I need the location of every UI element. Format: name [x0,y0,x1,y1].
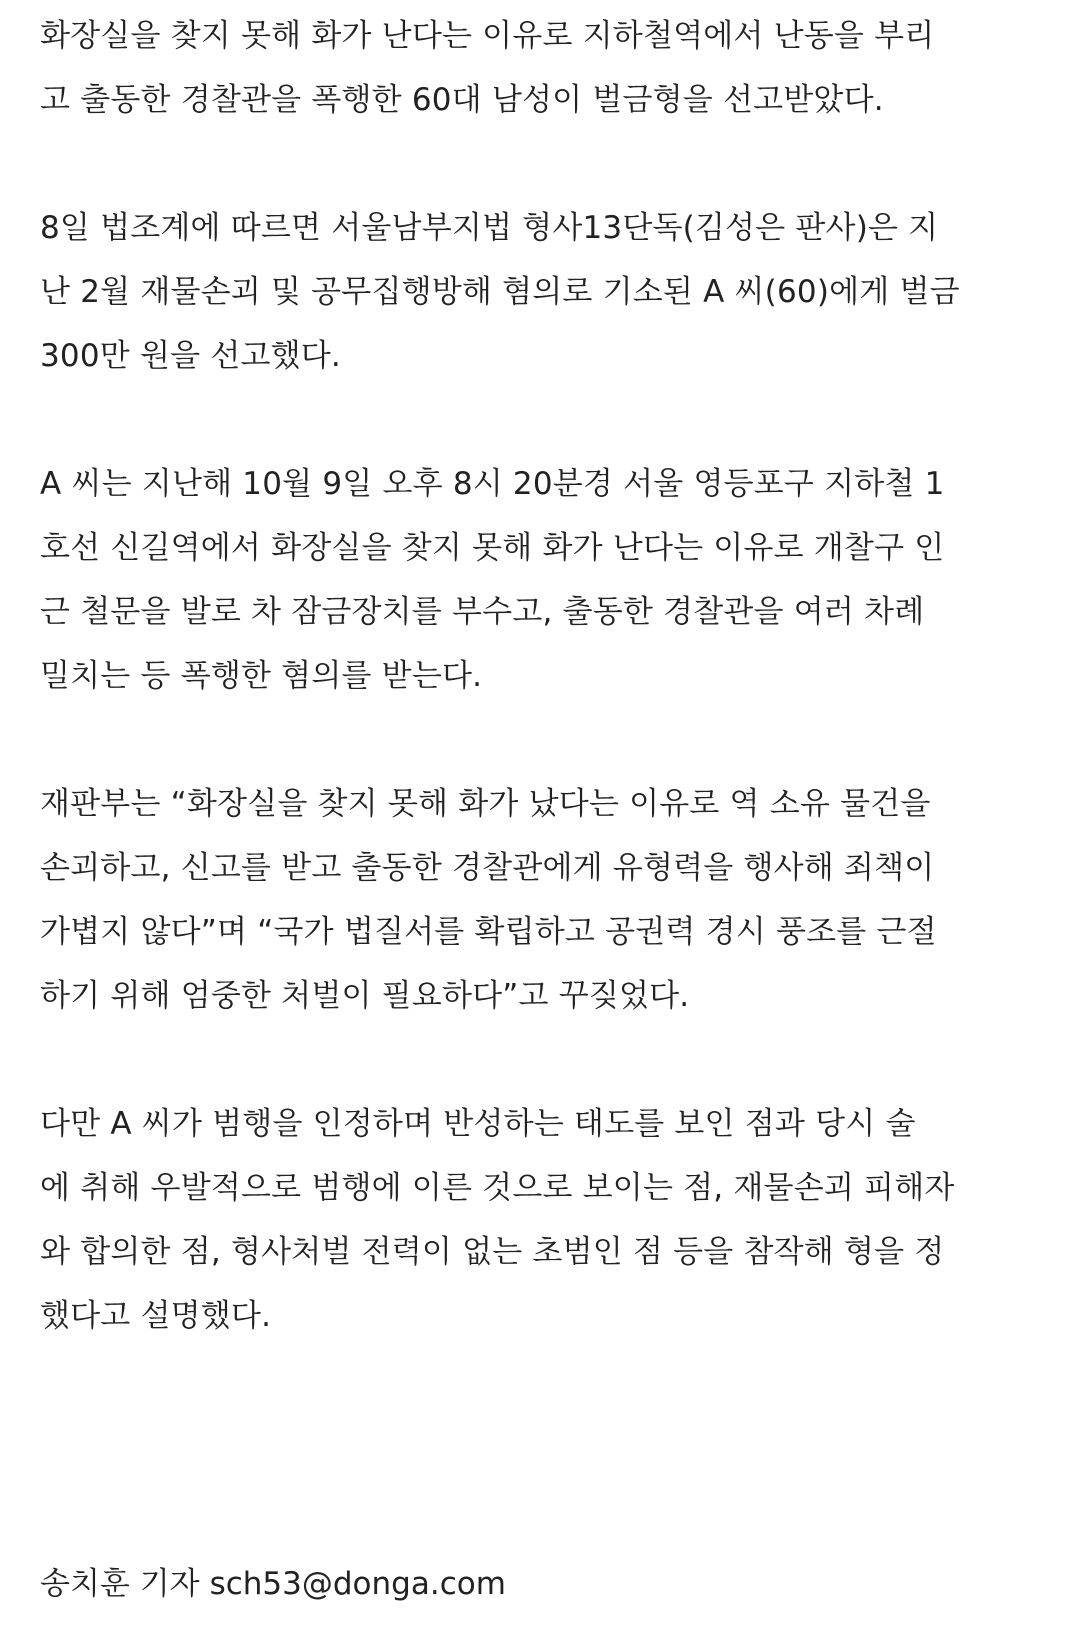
paragraph-line: 재판부는 “화장실을 찾지 못해 화가 났다는 이유로 역 소유 물건을 [40,786,931,822]
reporter-name: 송치훈 기자 [40,1566,200,1602]
paragraph-line: A 씨는 지난해 10월 9일 오후 8시 20분경 서울 영등포구 지하철 1 [40,466,945,502]
article-paragraph-5 [40,1092,1050,1348]
paragraph-line: 손괴하고, 신고를 받고 출동한 경찰관에게 유형력을 행사해 죄책이 [40,850,935,886]
paragraph-line: 다만 A 씨가 범행을 인정하며 반성하는 태도를 보인 점과 당시 술 [40,1106,916,1142]
article-paragraph-3 [40,452,1050,708]
paragraph-line: 300만 원을 선고했다. [40,338,341,374]
paragraph-line: 했다고 설명했다. [40,1298,272,1334]
article-byline [40,1552,506,1616]
paragraph-line: 고 출동한 경찰관을 폭행한 60대 남성이 벌금형을 선고받았다. [40,82,884,118]
paragraph-line: 가볍지 않다”며 “국가 법질서를 확립하고 공권력 경시 풍조를 근절 [40,914,937,950]
article-paragraph-4 [40,772,1050,1028]
paragraph-line: 밀치는 등 폭행한 혐의를 받는다. [40,658,483,694]
reporter-email[interactable]: sch53@donga.com [209,1566,506,1602]
paragraph-line: 와 합의한 점, 형사처벌 전력이 없는 초범인 점 등을 참작해 형을 정 [40,1234,945,1270]
article-body [40,4,1050,1412]
paragraph-line: 에 취해 우발적으로 범행에 이른 것으로 보이는 점, 재물손괴 피해자 [40,1170,955,1206]
paragraph-line: 8일 법조계에 따르면 서울남부지법 형사13단독(김성은 판사)은 지 [40,210,939,246]
article-paragraph-1 [40,4,1050,132]
article-paragraph-2 [40,196,1050,388]
paragraph-line: 근 철문을 발로 차 잠금장치를 부수고, 출동한 경찰관을 여러 차례 [40,594,925,630]
paragraph-line: 호선 신길역에서 화장실을 찾지 못해 화가 난다는 이유로 개찰구 인 [40,530,945,566]
paragraph-line: 화장실을 찾지 못해 화가 난다는 이유로 지하철역에서 난동을 부리 [40,18,935,54]
paragraph-line: 난 2월 재물손괴 및 공무집행방해 혐의로 기소된 A 씨(60)에게 벌금 [40,274,960,310]
paragraph-line: 하기 위해 엄중한 처벌이 필요하다”고 꾸짖었다. [40,978,690,1014]
